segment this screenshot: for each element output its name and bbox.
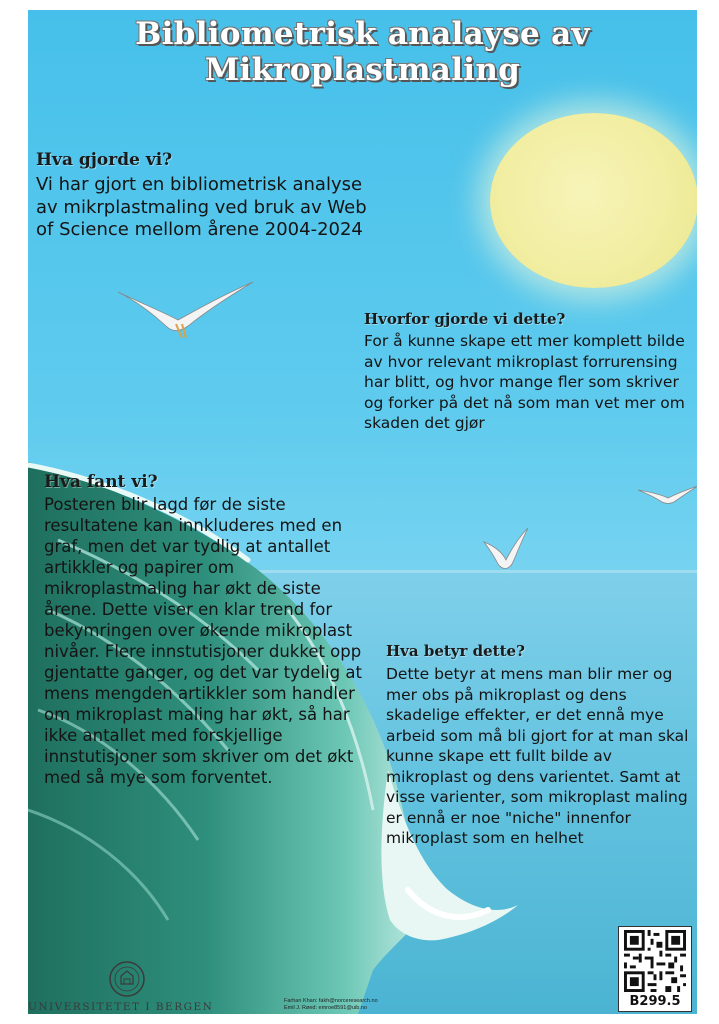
poster [28,10,697,1014]
poster-title [28,16,697,88]
university-seal-icon [108,960,146,998]
contact-list [284,998,378,1012]
contact-line-1: Farhan Khan: fakh@norceresearch.no [284,998,378,1004]
section-heading-what: Hva gjorde vi? [36,150,173,170]
seagull-icon [638,486,697,504]
qr-code-icon[interactable] [624,930,686,992]
university-name: UNIVERSITETET I BERGEN [28,1001,214,1013]
section-body-what: Vi har gjort en bibliometrisk analyse av mikrplastmaling ved bruk av Web of Science mellom årene 2004-2024 [36,174,367,240]
section-heading-meaning: Hva betyr dette? [386,642,525,660]
title-line-2: Mikroplastmaling [204,52,521,88]
section-body-found: Posteren blir lagd før de siste resultatene kan innkluderes med en graf, men det var tydlig at antallet artikkler og papirer om mikroplastmaling har økt de siste årene. Dette viser en klar trend for bekymringen over økende mikroplast nivåer. Flere innstutisjoner dukket opp gjentatte ganger, og det var tydelig at mens mengden artikkler som handler om mikroplast maling har økt, så har ikke antallet med forskjellige innstutisjoner som skriver om det økt med så mye som forventet. [44,495,362,787]
poster-code: B299.5 [629,994,681,1009]
qr-code-block[interactable] [618,926,692,1012]
contact-line-2: Emil J. Røed: emroe8591@uib.no [284,1005,367,1011]
section-heading-found: Hva fant vi? [44,472,158,492]
section-body-meaning: Dette betyr at mens man blir mer og mer obs på mikroplast og dens skadelige effekter, er det ennå mye arbeid som må bli gjort for at man skal kunne skape ett fullt bilde av mikroplast og dens varientet. Samt at visse varienter, som mikroplast maling er ennå er noe "niche" innenfor mikroplast som en helhet [386,665,689,847]
seagull-icon [484,528,528,569]
section-body-why: For å kunne skape ett mer komplett bilde av hvor relevant mikroplast forrurensing har blitt, og hvor mange fler som skriver og forker på det nå som man vet mer om skaden det gjør [364,332,685,432]
title-line-1: Bibliometrisk analayse av [135,16,590,52]
seagull-icon [118,282,253,338]
section-heading-why: Hvorfor gjorde vi dette? [364,310,566,328]
